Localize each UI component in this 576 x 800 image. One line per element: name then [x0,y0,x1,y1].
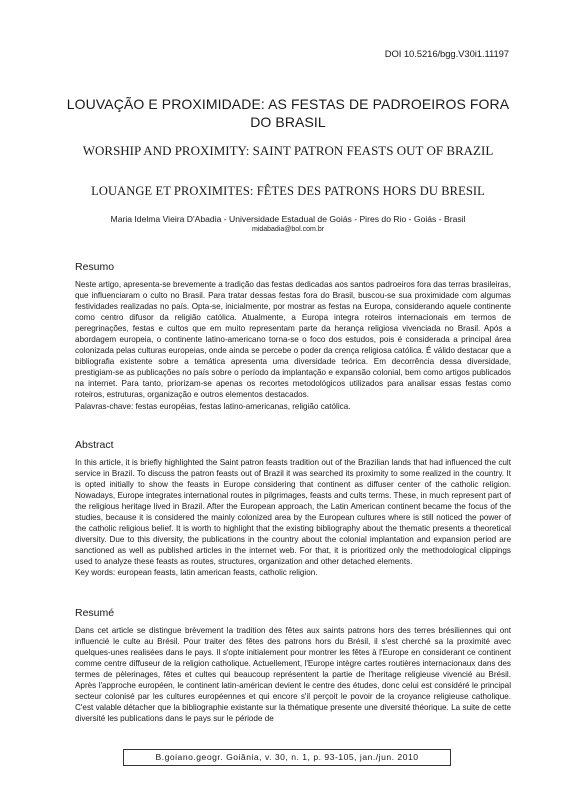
journal-citation-footer: B.goiano.geogr. Goiânia, v. 30, n. 1, p. 93-105, jan./jun. 2010 [123,749,451,766]
title-french: LOUANGE ET PROXIMITES: FÊTES DES PATRONS HORS DU BRESIL [91,184,485,198]
resumo-section [75,279,511,412]
abstract-text: In this article, it is briefly highlighted the Saint patron feasts tradition out of the Brazilian lands that had influenced the cult service in Brazil. To discuss the patron feasts out of Brazil it was searched its proximity to some realized in the country. It is opted initially to show the feasts in Europe considering that continent as diffuser center of the catholic religion. Nowadays, Europe integrates international routes in pilgrimages, feasts and cults terms. These, in much represent part of the religious heritage lived in Brazil. After the European approach, the Latin American continent became the focus of the studies, because it is considered the mainly colonized area by the European cultures where is still noticed the power of the catholic religious belief. It is worth to highlight that the existing bibliography about the thematic presents a theoretical diversity. Due to this diversity, the publications in the country about the colonial implantation and expansion period are sanctioned as well as published articles in the internet web. For that, it is prioritized only the methodological clippings used to analyze these feasts as routes, structures, organization and other detached elements. [75,458,511,567]
abstract-section [75,457,511,579]
resumo-heading: Resumo [75,261,115,273]
resume-text: Dans cet article se distingue brèvement la tradition des fêtes aux saints patrons hors des terres brésiliennes qui ont influencié le culte au Brésil. Pour traiter des fêtes des patrons hors du Brésil, il s'est cherché sa la proximité avec quelques-unes realisées dans le pays. Il s'opte initialement pour montrer les fêtes à l'Europe en considerant ce continent comme centre diffuseur de la religion catholique. Actuellement, l'Europe intègre cartes routières internacionaux dans des termes de pèlerinages, fêtes et cultes qui beaucoup représentent la partie de l'heritage religieuse vivencié au Brésil. Après l'approche européen, le continent latin-américan devient le centre des études, donc celui est considéré le principal secteur colonisé par les cultures européennes et qui encore s'il perçoit le povoir de la croyance religieuse catholique. C'est valable détacher que la bibliographie existante sur la thématique presente une diversité théorique. La suite de cette diversité les publications dans le pays sur le période de [75,626,511,724]
author-email: midabadia@bol.com.br [251,226,325,233]
title-english: WORSHIP AND PROXIMITY: SAINT PATRON FEASTS OUT OF BRAZIL [82,143,494,158]
abstract-heading: Abstract [75,439,114,451]
author-affiliation: Maria Idelma Vieira D'Abadia - Universidade Estadual de Goiás - Pires do Rio - Goiás - Brasil [110,214,466,224]
doi-label: DOI 10.5216/bgg.V30i1.11197 [384,49,509,60]
title-portuguese: LOUVAÇÃO E PROXIMIDADE: AS FESTAS DE PADROEIROS FORA DO BRASIL [66,96,510,130]
resume-section [75,625,511,724]
resumo-text: Neste artigo, apresenta-se brevemente a tradição das festas dedicadas aos santos padroeiros fora das terras brasileiras, que influenciaram o culto no Brasil. Para tratar dessas festas fora do Brasil, buscou-se sua proximidade com algumas festividades realizadas no país. Opta-se, inicialmente, por mostrar as festas na Europa, considerando aquele continente como centro difusor da religião católica. Atualmente, a Europa integra roteiros internacionais em termos de peregrinações, festas e cultos que em muito representam parte da herança religiosa vivenciada no Brasil. Após a abordagem europeia, o continente latino-americano torna-se o foco dos estudos, pois é considerada a principal área colonizada pelas culturas europeias, onde ainda se percebe o poder da crença religiosa católica. É válido destacar que a bibliografia existente sobre a temática apresenta uma diversidade teórica. Em decorrência dessa diversidade, prestigiam-se as publicações no país sobre o período da implantação e expansão colonial, bem como artigos publicados na internet. Para tanto, priorizam-se apenas os recortes metodológicos utilizados para analisar essas festas como roteiros, estruturas, organização e outros elementos destacados. [75,280,511,400]
resume-heading: Resumé [75,607,115,619]
abstract-keywords: Key words: european feasts, latin american feasts, catholic religion. [75,568,318,578]
resumo-keywords: Palavras-chave: festas européias, festas latino-americanas, religião católica. [75,401,351,411]
